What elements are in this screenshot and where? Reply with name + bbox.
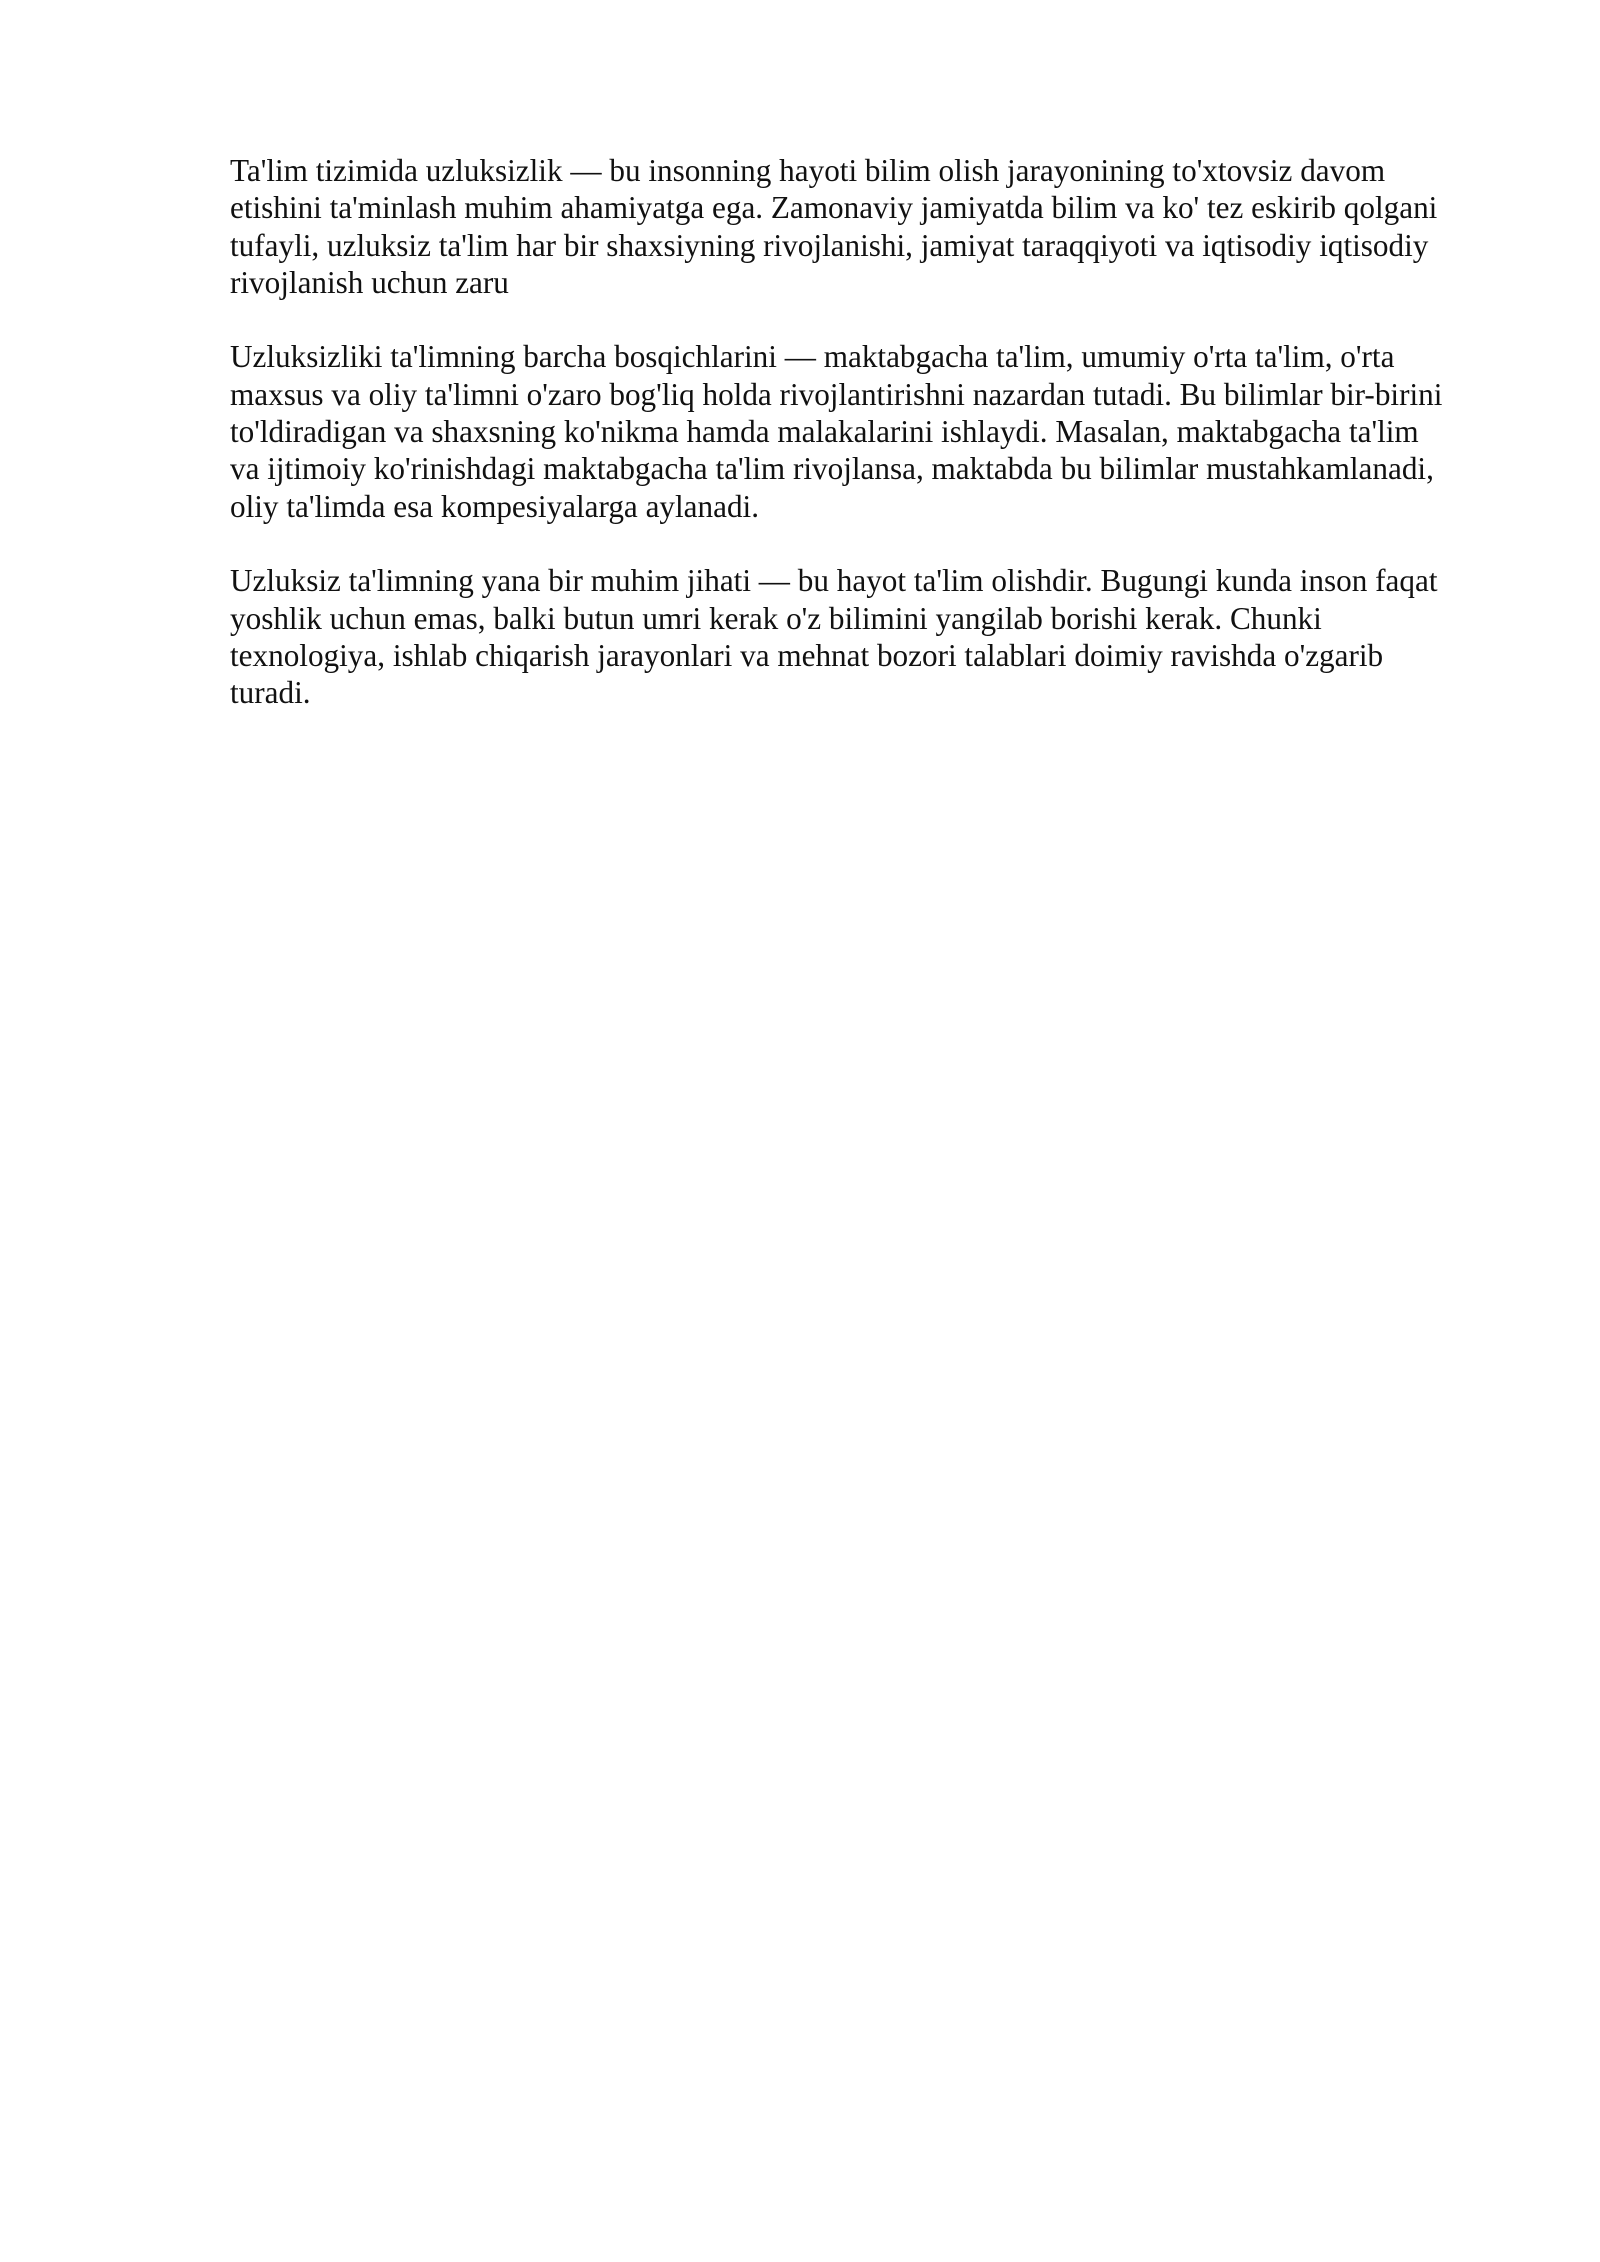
paragraph-3: Uzluksiz ta'limning yana bir muhim jihati — bu hayot ta'lim olishdir. Bugungi kunda inson faqat yoshlik uchun emas, balki butun umri kerak o'z bilimini yangilab borishi kerak. Chunki texnologiya, ishlab chiqarish jarayonlari va mehnat bozori talablari doimiy ravishda o'zgarib turadi. [230,563,1438,711]
document-body [230,152,1500,749]
paragraph-1: Ta'lim tizimida uzluksizlik — bu insonning hayoti bilim olish jarayonining to'xtovsiz davom etishini ta'minlash muhim ahamiyatga ega. Zamonaviy jamiyatda bilim va ko' tez eskirib qolgani tufayli, uzluksiz ta'lim har bir shaxsiyning rivojlanishi, jamiyat taraqqiyoti va iqtisodiy iqtisodiy rivojlanish uchun zaru [230,153,1438,300]
paragraph-2: Uzluksizliki ta'limning barcha bosqichlarini — maktabgacha ta'lim, umumiy o'rta ta'lim, o'rta maxsus va oliy ta'limni o'zaro bog'liq holda rivojlantirishni nazardan tutadi. Bu bilimlar bir-birini to'ldiradigan va shaxsning ko'nikma hamda malakalarini ishlaydi. Masalan, maktabgacha ta'lim va ijtimoiy ko'rinishdagi maktabgacha ta'lim rivojlansa, maktabda bu bilimlar mustahkamlanadi, oliy ta'limda esa kompesiyalarga aylanadi. [230,339,1443,524]
